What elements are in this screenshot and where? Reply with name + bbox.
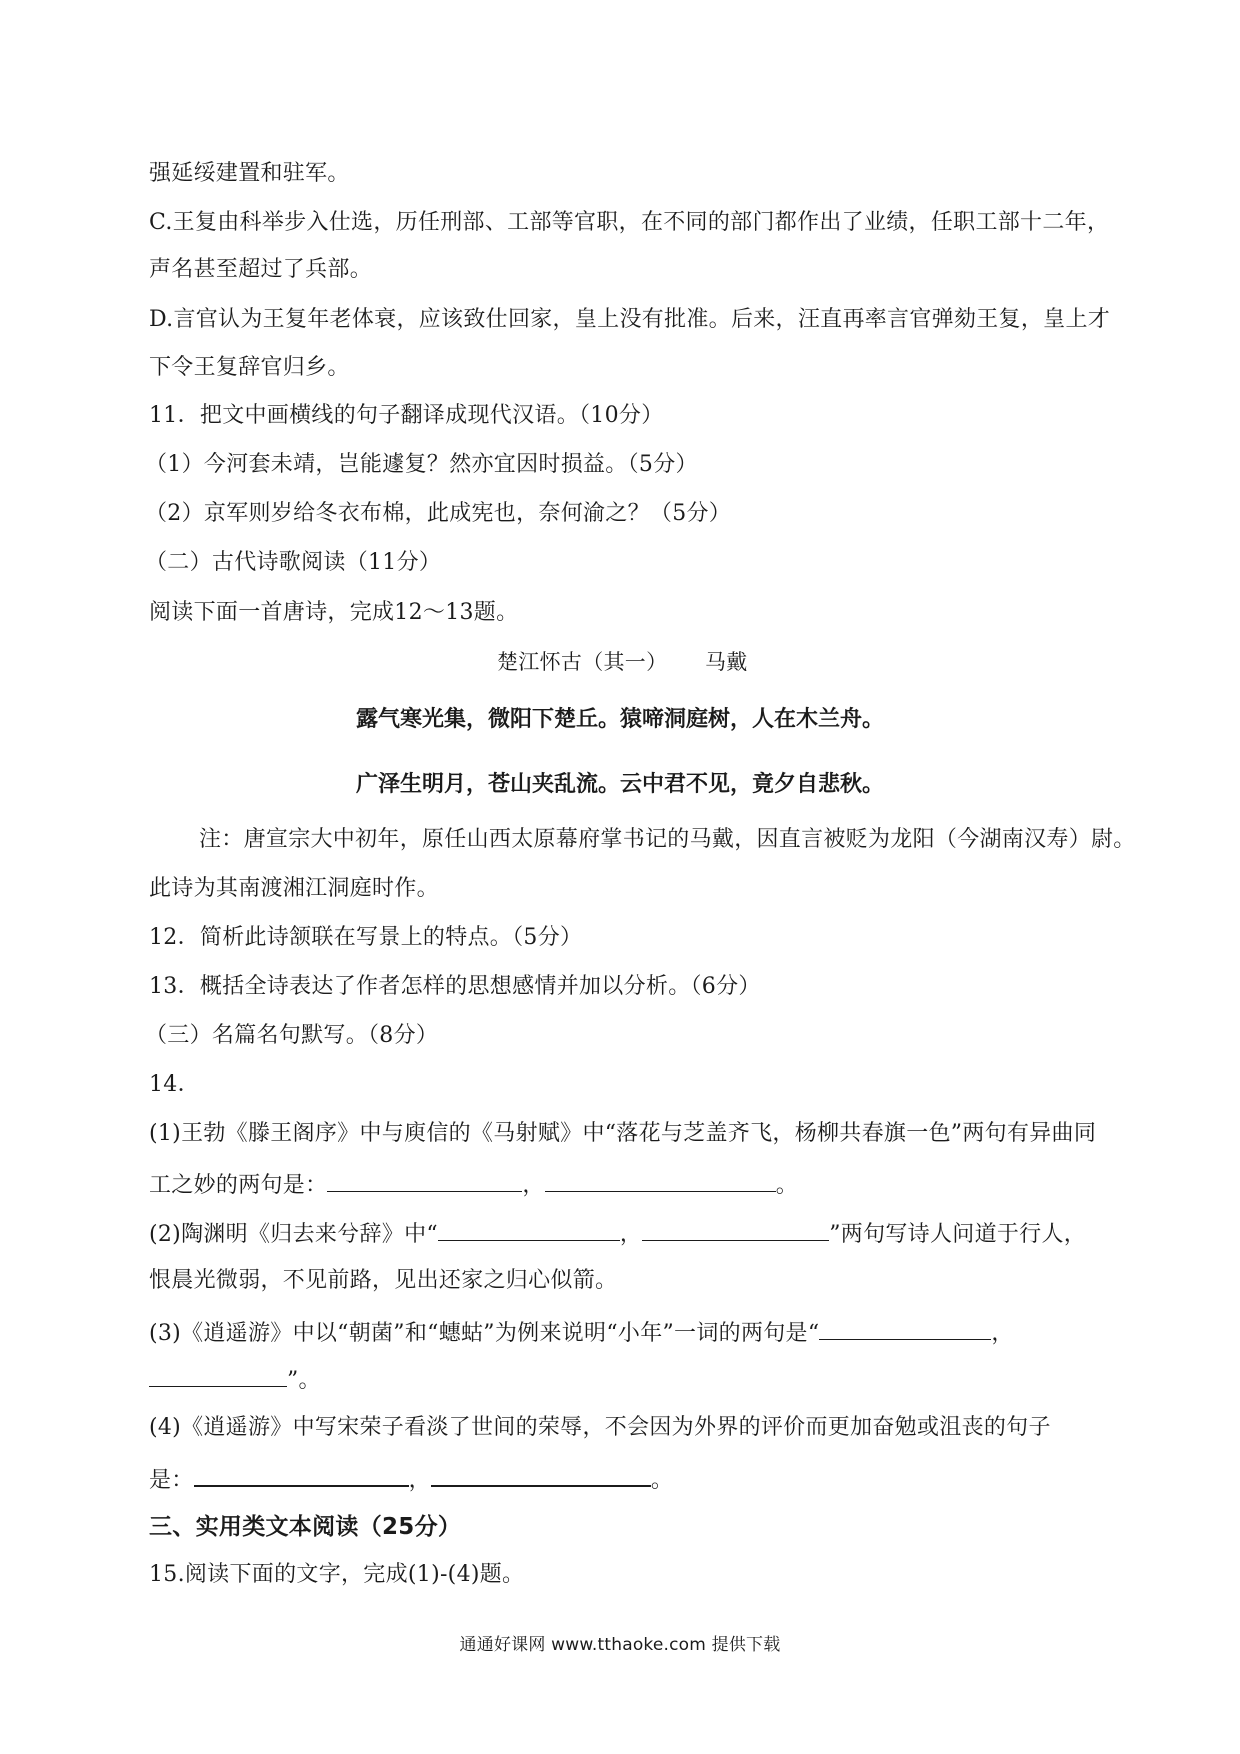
q14-item3-line2 — [149, 1366, 321, 1394]
question-11-sub2: （2）京军则岁给冬衣布棉，此成宪也，奈何渝之？（5分） — [145, 501, 732, 526]
comma: ， — [522, 1173, 545, 1198]
answer-blank — [438, 1220, 620, 1241]
comma: ， — [619, 1222, 643, 1247]
q14-item2-line1 — [149, 1220, 1086, 1248]
q14-item1-prefix: 工之妙的两句是： — [149, 1173, 328, 1198]
question-11-stem: 11．把文中画横线的句子翻译成现代汉语。（10分） — [149, 403, 664, 428]
comma: ， — [991, 1321, 1014, 1346]
q14-item4-line2 — [149, 1465, 673, 1494]
answer-blank — [194, 1465, 409, 1487]
answer-blank — [642, 1220, 829, 1241]
question-12: 12．简析此诗颔联在写景上的特点。（5分） — [149, 925, 583, 950]
poem-title: 楚江怀古（其一） — [497, 650, 668, 674]
poem-line-1: 露气寒光集，微阳下楚丘。猿啼洞庭树，人在木兰舟。 — [355, 707, 884, 732]
answer-blank — [327, 1171, 522, 1192]
q14-item2-suffix: ”两句写诗人问道于行人， — [829, 1222, 1087, 1247]
poem-note-line1: 注：唐宣宗大中初年，原任山西太原幕府掌书记的马戴，因直言被贬为龙阳（今湖南汉寿）尉。 — [199, 827, 1136, 852]
q14-item3-line1 — [149, 1319, 1014, 1347]
q14-item4-prefix: 是： — [149, 1468, 194, 1493]
option-c-line1: C.王复由科举步入仕选，历任刑部、工部等官职，在不同的部门都作出了业绩，任职工部十二年， — [149, 210, 1110, 235]
option-d-line2: 下令王复辞官归乡。 — [149, 355, 350, 380]
q14-item1-line1: (1)王勃《滕王阁序》中与庾信的《马射赋》中“落花与芝盖齐飞，杨柳共春旗一色”两句有异曲同 — [149, 1121, 1097, 1146]
section-two-instruction: 阅读下面一首唐诗，完成12～13题。 — [149, 600, 519, 625]
answer-blank — [819, 1319, 991, 1340]
answer-blank — [545, 1171, 776, 1192]
q14-item2-line2: 恨晨光微弱，不见前路，见出还家之归心似箭。 — [149, 1268, 618, 1293]
period: 。 — [650, 1468, 674, 1493]
poem-note-line2: 此诗为其南渡湘江洞庭时作。 — [149, 876, 439, 901]
question-14-number: 14． — [149, 1072, 200, 1097]
q14-item2-prefix: (2)陶渊明《归去来兮辞》中“ — [149, 1222, 438, 1247]
comma: ， — [408, 1468, 431, 1493]
q14-item3-suffix: ”。 — [287, 1368, 321, 1393]
q14-item4-line1: (4)《逍遥游》中写宋荣子看淡了世间的荣辱，不会因为外界的评价而更加奋勉或沮丧的句子 — [149, 1415, 1051, 1440]
section-three-heading: 三、实用类文本阅读（25分） — [149, 1514, 462, 1540]
question-11-sub1: （1）今河套未靖，岂能遽复？然亦宜因时损益。（5分） — [145, 452, 698, 477]
question-13: 13．概括全诗表达了作者怎样的思想感情并加以分析。（6分） — [149, 974, 761, 999]
answer-blank — [149, 1366, 287, 1387]
continuation-text: 强延绥建置和驻军。 — [149, 161, 350, 186]
section-two-heading: （二）古代诗歌阅读（11分） — [145, 550, 442, 575]
option-c-line2: 声名甚至超过了兵部。 — [149, 257, 373, 282]
section-three-sub-heading: （三）名篇名句默写。（8分） — [145, 1023, 439, 1048]
period: 。 — [775, 1173, 799, 1198]
option-d-line1: D.言官认为王复年老体衰，应该致仕回家，皇上没有批准。后来，汪直再率言官弹劾王复，皇上才 — [149, 307, 1111, 332]
answer-blank — [431, 1465, 651, 1487]
page-footer: 通通好课网 www.tthaoke.com 提供下载 — [459, 1635, 781, 1655]
poem-line-2: 广泽生明月，苍山夹乱流。云中君不见，竟夕自悲秋。 — [355, 772, 884, 797]
q14-item1-line2 — [149, 1171, 798, 1199]
question-15: 15.阅读下面的文字，完成(1)-(4)题。 — [149, 1562, 525, 1587]
q14-item3-prefix: (3)《逍遥游》中以“朝菌”和“蟪蛄”为例来说明“小年”一词的两句是“ — [149, 1321, 820, 1346]
poem-author: 马戴 — [705, 650, 748, 674]
